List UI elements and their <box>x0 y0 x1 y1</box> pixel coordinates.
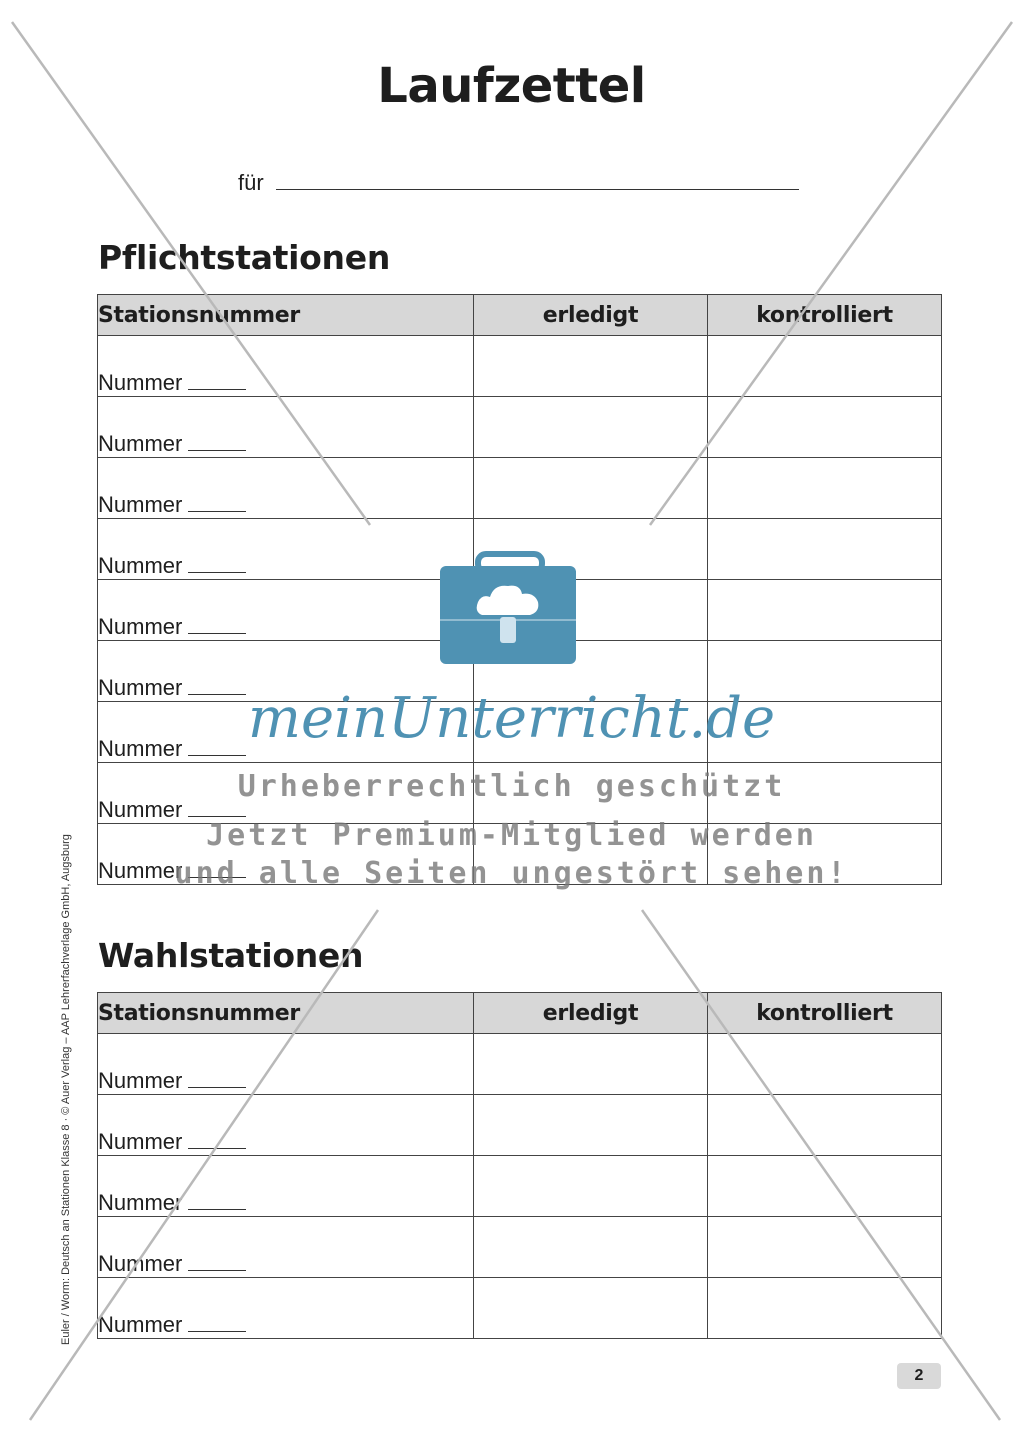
kontrolliert-cell[interactable] <box>708 458 942 519</box>
side-credit: Euler / Worm: Deutsch an Stationen Klasse 8 · © Auer Verlag – AAP Lehrerfachverlage GmbH, Augsburg <box>60 834 72 1345</box>
station-number-blank[interactable] <box>188 1331 246 1332</box>
erledigt-cell[interactable] <box>474 1278 708 1339</box>
kontrolliert-cell[interactable] <box>708 1278 942 1339</box>
table-row <box>98 580 942 641</box>
watermark-logo-text: meinUnterricht.de <box>247 686 776 751</box>
station-number-blank[interactable] <box>188 1148 246 1149</box>
station-number-cell <box>98 1034 474 1095</box>
station-number-blank[interactable] <box>188 755 246 756</box>
erledigt-cell[interactable] <box>474 458 708 519</box>
station-number-label: Nummer <box>98 736 183 761</box>
station-number-label: Nummer <box>98 1312 183 1337</box>
station-number-cell <box>98 458 474 519</box>
station-number-label: Nummer <box>98 1068 183 1093</box>
recipient-name-line[interactable] <box>276 189 799 190</box>
station-number-cell <box>98 519 474 580</box>
page-title: Laufzettel <box>377 58 646 114</box>
station-number-label: Nummer <box>98 1190 183 1215</box>
table-header-row <box>98 295 942 336</box>
recipient-label: für <box>238 170 264 195</box>
kontrolliert-cell[interactable] <box>708 336 942 397</box>
station-number-label: Nummer <box>98 797 183 822</box>
erledigt-cell[interactable] <box>474 580 708 641</box>
station-number-label: Nummer <box>98 553 183 578</box>
table-row <box>98 458 942 519</box>
watermark-line-3: und alle Seiten ungestört sehen! <box>174 856 849 891</box>
column-header-station: Stationsnummer <box>98 993 474 1034</box>
erledigt-cell[interactable] <box>474 336 708 397</box>
wahl-table <box>97 992 942 1339</box>
station-number-label: Nummer <box>98 1129 183 1154</box>
station-number-cell <box>98 1217 474 1278</box>
station-number-cell <box>98 397 474 458</box>
station-number-cell <box>98 336 474 397</box>
wahl-table-body <box>98 1034 942 1339</box>
erledigt-cell[interactable] <box>474 1095 708 1156</box>
station-number-blank[interactable] <box>188 1209 246 1210</box>
watermark-line-1: Urheberrechtlich geschützt <box>237 769 786 804</box>
erledigt-cell[interactable] <box>474 1034 708 1095</box>
table-row <box>98 336 942 397</box>
station-number-label: Nummer <box>98 858 183 883</box>
station-number-blank[interactable] <box>188 816 246 817</box>
kontrolliert-cell[interactable] <box>708 397 942 458</box>
station-number-cell <box>98 1095 474 1156</box>
table-header-row <box>98 993 942 1034</box>
erledigt-cell[interactable] <box>474 1156 708 1217</box>
station-number-label: Nummer <box>98 1251 183 1276</box>
kontrolliert-cell[interactable] <box>708 1034 942 1095</box>
station-number-cell <box>98 1278 474 1339</box>
page-number-badge: 2 <box>897 1363 941 1389</box>
station-number-label: Nummer <box>98 370 183 395</box>
kontrolliert-cell[interactable] <box>708 1095 942 1156</box>
column-header-kontrolliert: kontrolliert <box>708 993 942 1034</box>
table-row <box>98 397 942 458</box>
station-number-blank[interactable] <box>188 572 246 573</box>
station-number-blank[interactable] <box>188 511 246 512</box>
kontrolliert-cell[interactable] <box>708 580 942 641</box>
station-number-blank[interactable] <box>188 389 246 390</box>
table-row <box>98 1156 942 1217</box>
station-number-cell <box>98 1156 474 1217</box>
erledigt-cell[interactable] <box>474 397 708 458</box>
table-row <box>98 1034 942 1095</box>
section-heading-pflicht: Pflichtstationen <box>98 238 391 277</box>
kontrolliert-cell[interactable] <box>708 1217 942 1278</box>
station-number-label: Nummer <box>98 492 183 517</box>
column-header-station: Stationsnummer <box>98 295 474 336</box>
station-number-label: Nummer <box>98 614 183 639</box>
station-number-cell <box>98 580 474 641</box>
table-row <box>98 1217 942 1278</box>
station-number-blank[interactable] <box>188 1087 246 1088</box>
column-header-kontrolliert: kontrolliert <box>708 295 942 336</box>
station-number-blank[interactable] <box>188 450 246 451</box>
section-heading-wahl: Wahlstationen <box>98 936 364 975</box>
table-row <box>98 519 942 580</box>
station-number-label: Nummer <box>98 675 183 700</box>
column-header-erledigt: erledigt <box>474 993 708 1034</box>
kontrolliert-cell[interactable] <box>708 519 942 580</box>
table-row <box>98 1095 942 1156</box>
station-number-blank[interactable] <box>188 633 246 634</box>
watermark-line-2: Jetzt Premium-Mitglied werden <box>206 818 817 853</box>
station-number-blank[interactable] <box>188 1270 246 1271</box>
column-header-erledigt: erledigt <box>474 295 708 336</box>
station-number-label: Nummer <box>98 431 183 456</box>
erledigt-cell[interactable] <box>474 1217 708 1278</box>
erledigt-cell[interactable] <box>474 519 708 580</box>
kontrolliert-cell[interactable] <box>708 1156 942 1217</box>
table-row <box>98 1278 942 1339</box>
